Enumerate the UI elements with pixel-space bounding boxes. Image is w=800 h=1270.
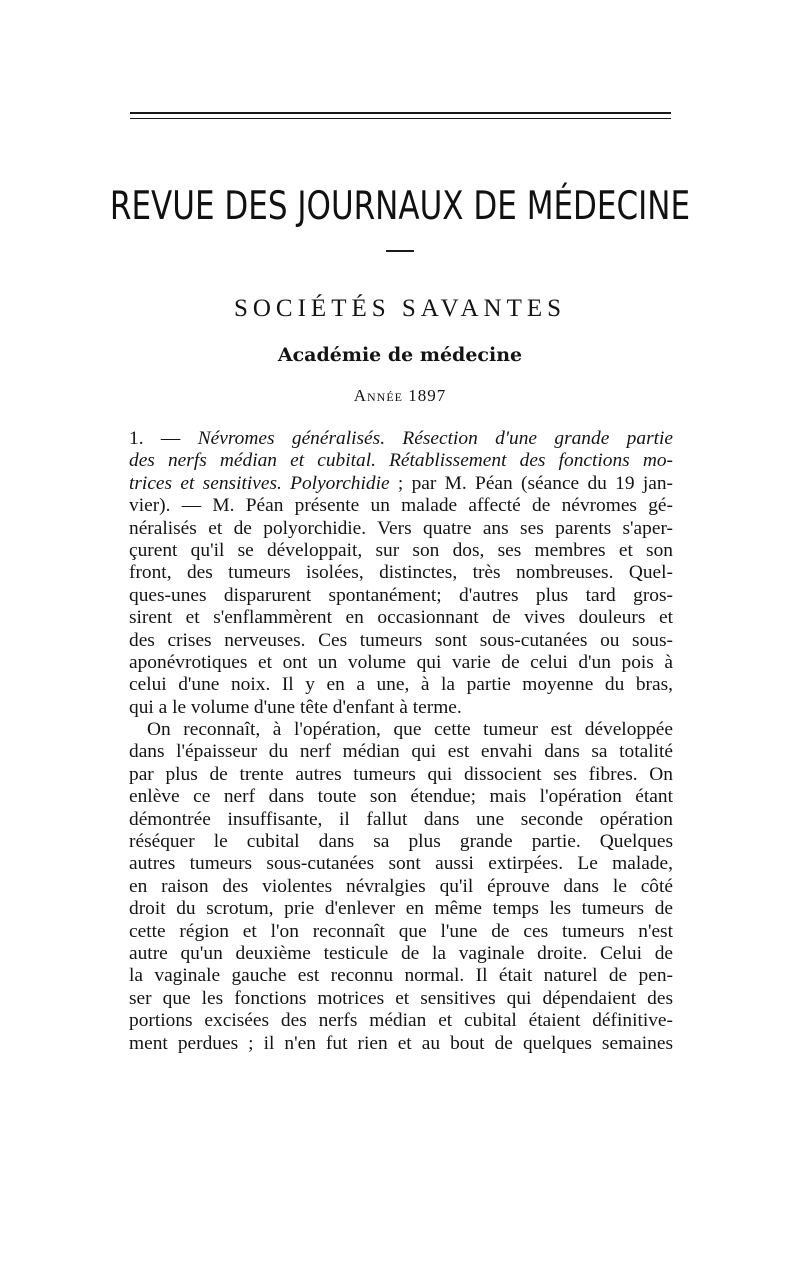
article-line (129, 876, 673, 898)
body-text: néralisés et de polyorchidie. Vers quatre ans ses parents s'aper- (129, 517, 673, 539)
body-text: dans l'épaisseur du nerf médian qui est envahi dans sa totalité (129, 741, 673, 763)
body-text: cette région et l'on reconnaît que l'une de ces tumeurs n'est (129, 920, 673, 942)
body-text: autre qu'un deuxième testicule de la vaginale droite. Celui de (129, 942, 673, 964)
body-text: des crises nerveuses. Ces tumeurs sont sous-cutanées ou sous- (129, 629, 673, 651)
article-line (129, 988, 673, 1010)
article-line (129, 697, 673, 719)
article-line (129, 450, 673, 472)
body-text: qui a le volume d'une tête d'enfant à terme. (129, 696, 462, 718)
article-line (129, 764, 673, 786)
article-line (129, 630, 673, 652)
body-text: droit du scrotum, prie d'enlever en même temps les tumeurs de (129, 898, 673, 920)
body-text: 1. — (129, 428, 198, 449)
article-line (129, 1010, 673, 1032)
journal-title: REVUE DES JOURNAUX DE MÉDECINE (109, 184, 691, 229)
article-line (129, 585, 673, 607)
article-line (129, 562, 673, 584)
article-line (129, 518, 673, 540)
body-text: réséquer le cubital dans sa plus grande partie. Quelques (129, 831, 673, 853)
italic-text: trices et sensitives. Polyorchidie (129, 472, 390, 494)
italic-text: des nerfs médian et cubital. Rétablissement des fonctions mo- (129, 450, 673, 472)
body-text: aponévrotiques et ont un volume qui varie de celui d'un pois à (129, 651, 673, 673)
article-line (129, 652, 673, 674)
article-body (129, 428, 673, 1055)
article-line (129, 719, 673, 741)
body-text: enlève ce nerf dans toute son étendue; mais l'opération étant (129, 786, 673, 808)
body-text: ques-unes disparurent spontanément; d'autres plus tard gros- (129, 584, 673, 606)
title-separator-dash (386, 250, 414, 252)
article-line (129, 943, 673, 965)
body-text: celui d'une noix. Il y en a une, à la partie moyenne du bras, (129, 674, 673, 696)
body-text: ment perdues ; il n'en fut rien et au bout de quelques semaines (129, 1032, 673, 1054)
year-label: Année (353, 386, 404, 405)
body-text: On reconnaît, à l'opération, que cette tumeur est développée (147, 719, 673, 741)
top-rule-thick (130, 112, 671, 114)
body-text: en raison des violentes névralgies qu'il éprouve dans le côté (129, 875, 673, 897)
body-text: autres tumeurs sous-cutanées sont aussi extirpées. Le malade, (129, 853, 673, 875)
article-line (129, 786, 673, 808)
article-line (129, 473, 673, 495)
body-text: sirent et s'enflammèrent en occasionnant de vives douleurs et (129, 607, 673, 629)
article-line (129, 809, 673, 831)
body-text: vier). — M. Péan présente un malade affecté de névromes gé- (129, 495, 673, 517)
article-line (129, 965, 673, 987)
article-line (129, 495, 673, 517)
body-text: front, des tumeurs isolées, distinctes, très nombreuses. Quel- (129, 562, 673, 584)
article-line (129, 540, 673, 562)
article-line (129, 853, 673, 875)
year-heading (0, 384, 800, 408)
society-heading: Académie de médecine (277, 344, 523, 366)
body-text: çurent qu'il se développait, sur son dos, ses membres et son (129, 539, 673, 561)
top-rule-thin (130, 118, 671, 119)
article-line (129, 607, 673, 629)
body-text: la vaginale gauche est reconnu normal. Il était naturel de pen- (129, 965, 673, 987)
year-value: 1897 (408, 386, 447, 405)
article-line (129, 1033, 673, 1055)
body-text: par plus de trente autres tumeurs qui dissocient ses fibres. On (129, 763, 673, 785)
body-text: portions excisées des nerfs médian et cubital étaient définitive- (129, 1010, 673, 1032)
article-line (129, 898, 673, 920)
article-line (129, 428, 673, 450)
body-text: ; par M. Péan (séance du 19 jan- (389, 472, 674, 494)
article-line (129, 831, 673, 853)
article-line (129, 741, 673, 763)
body-text: ser que les fonctions motrices et sensitives qui dépendaient des (129, 987, 673, 1009)
article-line (129, 674, 673, 696)
article-line (129, 921, 673, 943)
section-title: SOCIÉTÉS SAVANTES (233, 295, 567, 322)
body-text: démontrée insuffisante, il fallut dans une seconde opération (129, 808, 673, 830)
italic-text: Névromes généralisés. Résection d'une grande partie (197, 428, 673, 449)
